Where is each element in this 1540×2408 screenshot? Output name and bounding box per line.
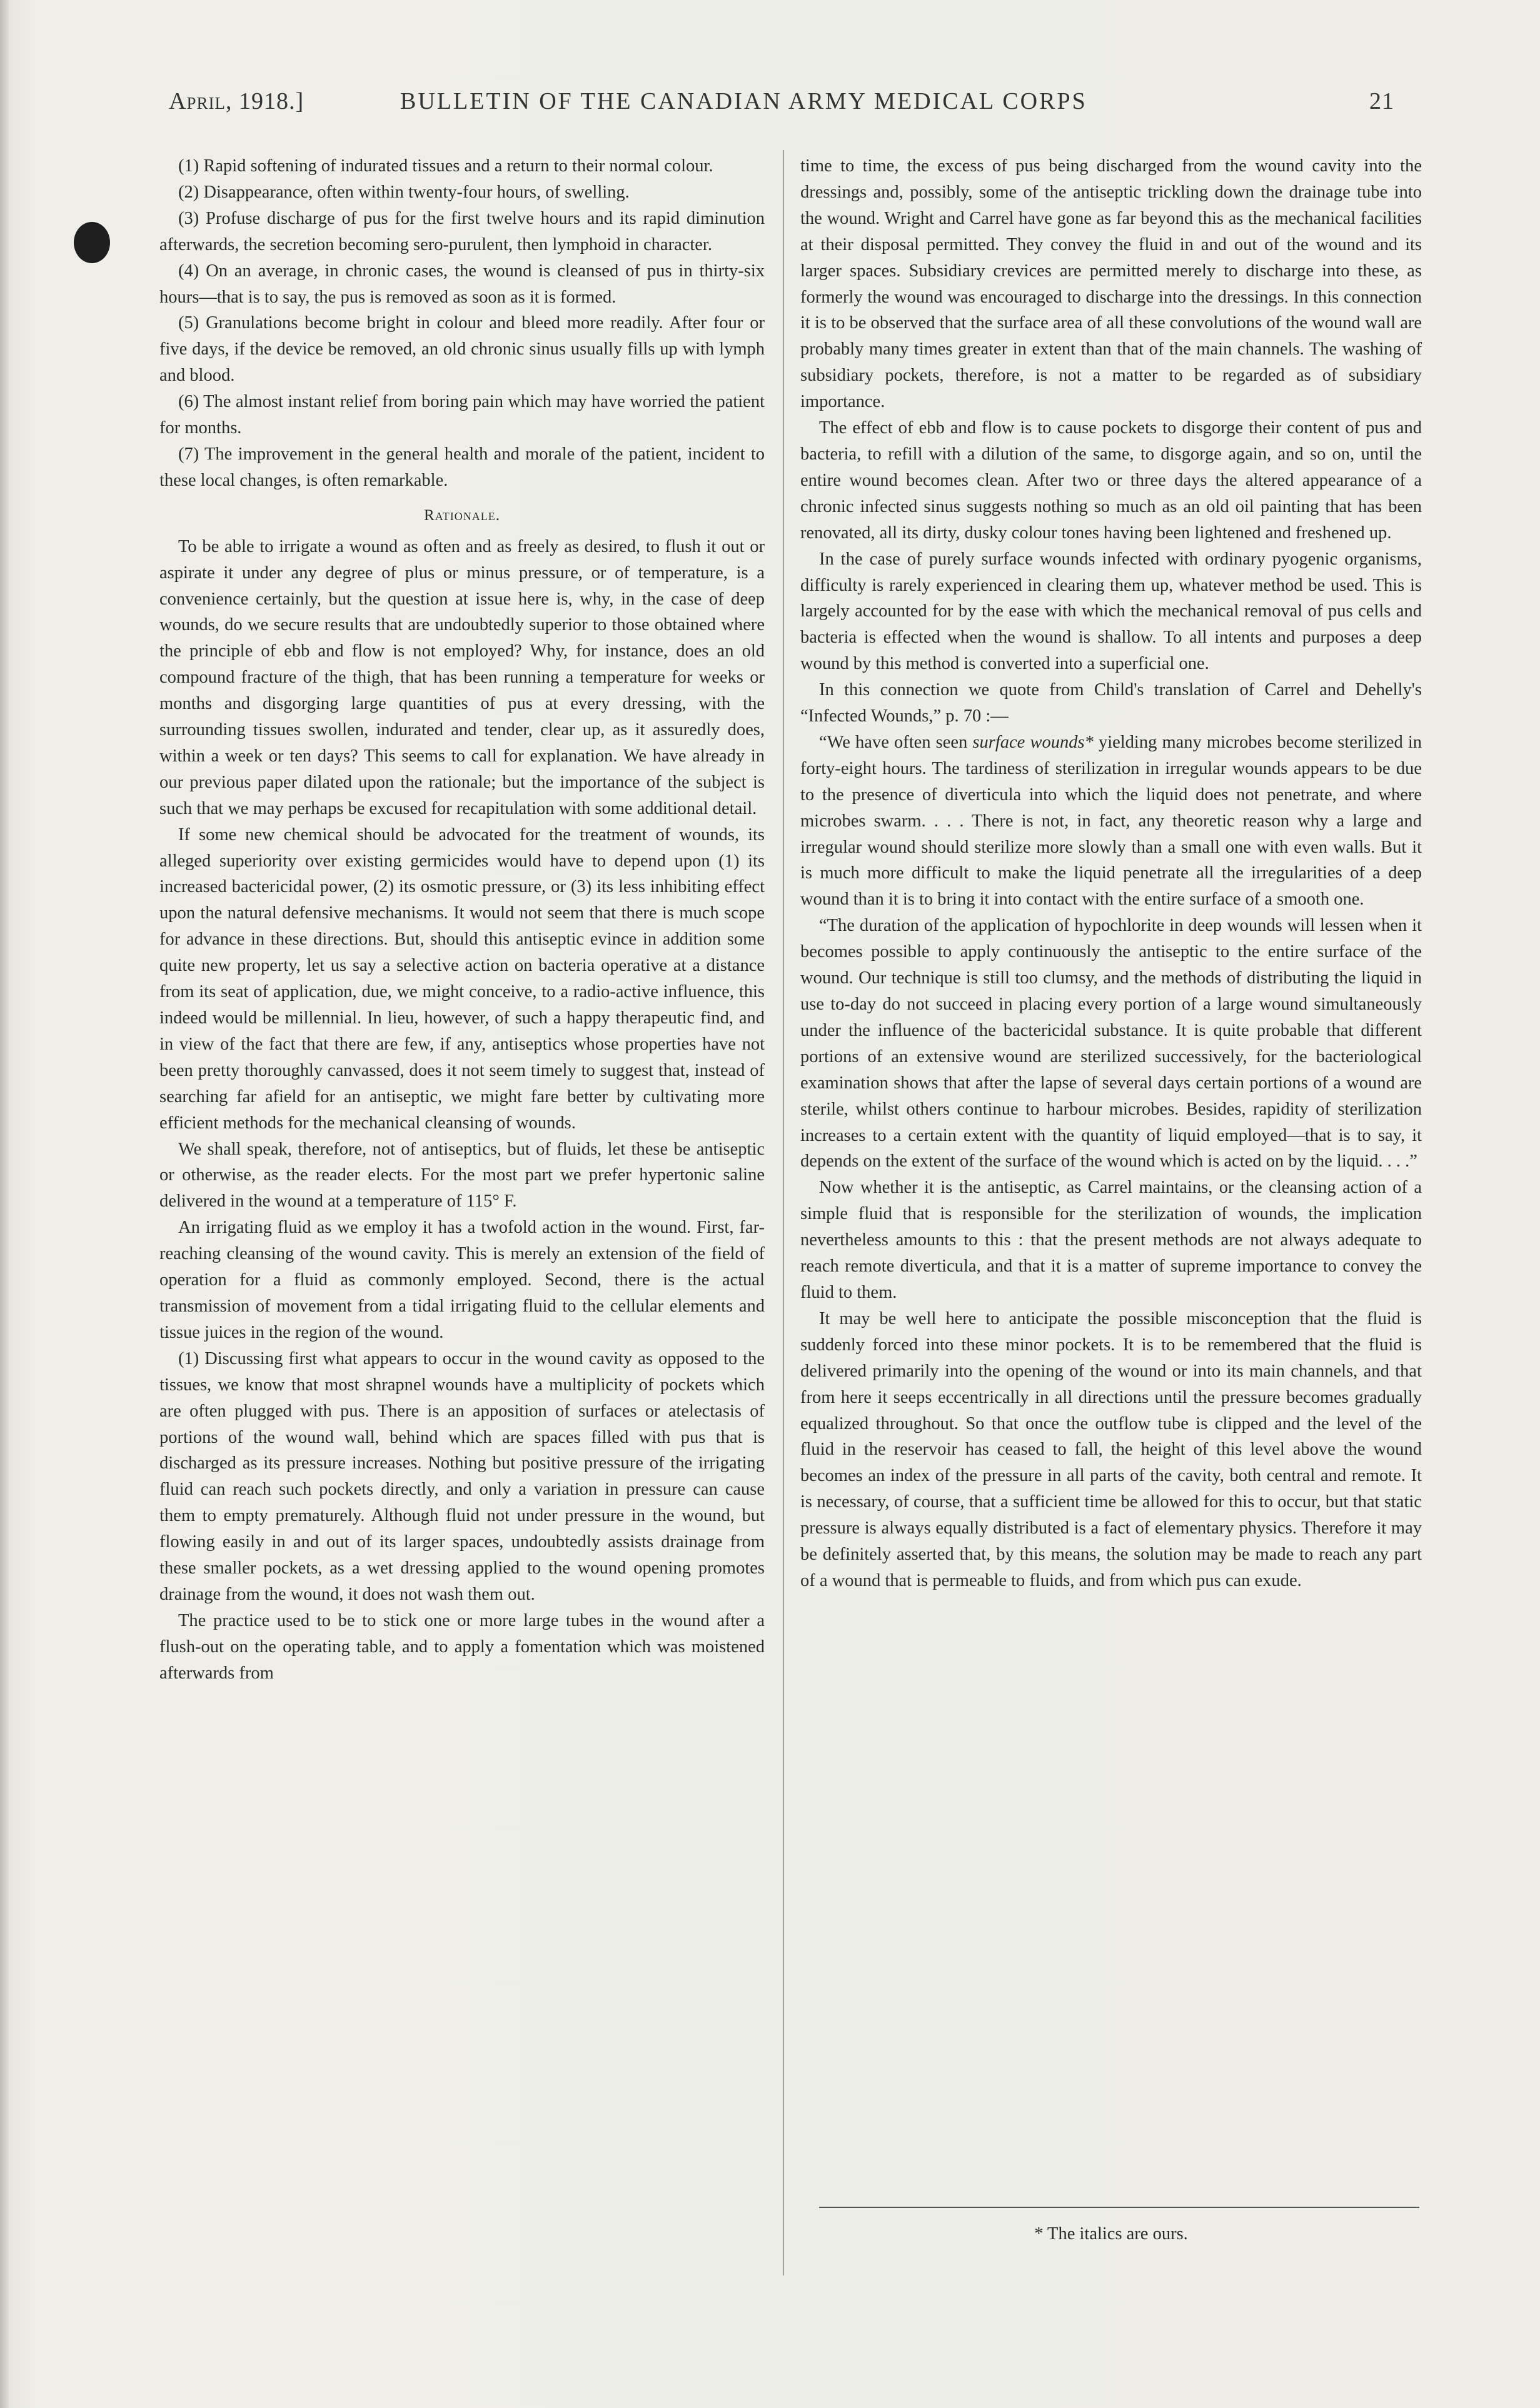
quote-italic-text: surface wounds* — [972, 732, 1094, 752]
body-paragraph: Now whether it is the antiseptic, as Carrel maintains, or the cleansing action of a simple fluid that is responsible for the sterilization of wounds, the implication nevertheless amounts to this : that the present methods are not always adequate to reach remote diverticula, and that it is a matter of supreme importance to convey the fluid to them. — [800, 1178, 1422, 1302]
body-paragraph: The practice used to be to stick one or more large tubes in the wound after a flush-out on the operating table, and to apply a fomentation which was moistened afterwards from — [159, 1610, 765, 1683]
right-column — [800, 153, 1422, 1594]
list-item: (7) The improvement in the general health and morale of the patient, incident to these local changes, is often remarkable. — [159, 444, 765, 490]
section-heading: Rationale. — [424, 506, 500, 524]
body-paragraph: In the case of purely surface wounds infected with ordinary pyogenic organisms, difficulty is rarely experienced in clearing them up, whatever method be used. This is largely accounted for by the ease with which the mechanical removal of pus cells and bacteria is effected when the wound is shallow. To all intents and purposes a deep wound by this method is converted into a superficial one. — [800, 549, 1422, 674]
quote-text: “We have often seen — [819, 732, 973, 752]
list-item: (1) Rapid softening of indurated tissues and a return to their normal colour. — [178, 156, 713, 176]
body-paragraph: In this connection we quote from Child's translation of Carrel and Dehelly's “Infected Wounds,” p. 70 :— — [800, 680, 1422, 726]
body-paragraph: The effect of ebb and flow is to cause pockets to disgorge their content of pus and bacteria, to refill with a dilution of the same, to disgorge again, and so on, until the entire wound becomes clean. After two or three days the altered appearance of a chronic infected sinus suggests nothing so much as an old oil painting that has been renovated, all its dirty, dusky colour tones having been lightened and freshened up. — [800, 418, 1422, 543]
body-paragraph: If some new chemical should be advocated for the treatment of wounds, its alleged superiority over existing germicides would have to depend upon (1) its increased bactericidal power, (2) its osmotic pressure, or (3) its less inhibiting effect upon the natural defensive mechanisms. It would not seem that there is much scope for advance in these directions. But, should this antiseptic evince in addition some quite new property, let us say a selective action on bacteria operative at a distance from its seat of application, due, we might conceive, to a radio-active influence, this indeed would be millennial. In lieu, however, of such a happy therapeutic find, and in view of the fact that there are few, if any, antiseptics whose properties have not been pretty thoroughly canvassed, does it not seem timely to suggest that, instead of searching far afield for an antiseptic, we might fare better by cultivating more efficient methods for the mechanical cleansing of wounds. — [159, 825, 765, 1133]
list-item: (3) Profuse discharge of pus for the first twelve hours and its rapid diminution afterwards, the secretion becoming sero-purulent, then lymphoid in character. — [159, 208, 765, 254]
body-paragraph: An irrigating fluid as we employ it has a twofold action in the wound. First, far-reaching cleansing of the wound cavity. This is merely an extension of the field of operation for a fluid as commonly employed. Second, there is the actual transmission of movement from a tidal irrigating fluid to the cellular elements and tissue juices in the region of the wound. — [159, 1218, 765, 1342]
header-date: April, 1918.] — [169, 88, 304, 114]
body-paragraph: time to time, the excess of pus being discharged from the wound cavity into the dressings and, possibly, some of the antiseptic trickling down the drainage tube into the wound. Wright and Carrel have gone as far beyond this as the mechanical facilities at their disposal permitted. They convey the fluid in and out of the wound and its larger spaces. Subsidiary crevices are permitted merely to discharge into these, as formerly the wound was encouraged to discharge into the dressings. In this connection it is to be observed that the surface area of all these convolutions of the wound wall are probably many times greater in extent than that of the main channels. The washing of subsidiary pockets, therefore, is not a matter to be regarded as of subsidiary importance. — [800, 156, 1422, 412]
list-item: (4) On an average, in chronic cases, the wound is cleansed of pus in thirty-six hours—that is to say, the pus is removed as soon as it is formed. — [159, 261, 765, 307]
list-item: (2) Disappearance, often within twenty-four hours, of swelling. — [178, 182, 630, 202]
body-paragraph: To be able to irrigate a wound as often and as freely as desired, to flush it out or aspirate it under any degree of plus or minus pressure, or of temperature, is a convenience certainly, but the question at issue here is, why, in the case of deep wounds, do we secure results that are undoubtedly superior to those obtained where the principle of ebb and flow is not employed? Why, for instance, does an old compound fracture of the thigh, that has been running a temperature for weeks or months and disgorging large quantities of pus at every dressing, with the surrounding tissues swollen, indurated and tender, clear up, as it assuredly does, within a week or ten days? This seems to call for explanation. We have already in our previous paper dilated upon the rationale; but the importance of the subject is such that we may perhaps be excused for recapitulation with some additional detail. — [159, 536, 765, 818]
body-paragraph: We shall speak, therefore, not of antiseptics, but of fluids, let these be antiseptic or otherwise, as the reader elects. For the most part we prefer hypertonic saline delivered in the wound at a temperature of 115° F. — [159, 1139, 765, 1212]
header-page-number: 21 — [1369, 88, 1394, 114]
page-fold-edge — [0, 0, 9, 2408]
body-paragraph: (1) Discussing first what appears to occur in the wound cavity as opposed to the tissues, we know that most shrapnel wounds have a multiplicity of pockets which are often plugged with pus. There is an apposition of surfaces or atelectasis of portions of the wound wall, behind which are spaces filled with pus that is discharged as its pressure increases. Nothing but positive pressure of the irrigating fluid can reach such pockets directly, and only a variation in pressure can cause them to empty prematurely. Although fluid not under pressure in the wound, but flowing easily in and out of its larger spaces, undoubtedly assists drainage from these smaller pockets, as a wet dressing applied to the wound opening promotes drainage from the wound, it does not wash them out. — [159, 1348, 765, 1604]
list-item: (6) The almost instant relief from boring pain which may have worried the patient for months. — [159, 392, 765, 438]
left-column — [159, 153, 765, 1687]
footnote-rule — [819, 2207, 1419, 2208]
list-item: (5) Granulations become bright in colour and bleed more readily. After four or five days, if the device be removed, an old chronic sinus usually fills up with lymph and blood. — [159, 313, 765, 386]
quote-text: yielding many microbes become sterilized in forty-eight hours. The tardiness of sterilization in irregular wounds appears to be due to the presence of diverticula into which the liquid does not penetrate, and where microbes swarm. . . . There is not, in fact, any theoretic reason why a large and irregular wound should sterilize more slowly than a small one with even walls. But it is much more difficult to make the liquid penetrate all the irregularities of a deep wound than it is to bring it into contact with the entire surface of a smooth one. — [800, 732, 1422, 910]
footnote: * The italics are ours. — [1034, 2224, 1188, 2244]
column-divider — [783, 150, 784, 2275]
punch-hole — [74, 222, 110, 263]
quote-paragraph: “The duration of the application of hypochlorite in deep wounds will lessen when it becomes possible to apply continuously the antiseptic to the entire surface of the wound. Our technique is still too clumsy, and the methods of distributing the liquid in use to-day do not succeed in placing every portion of a large wound simultaneously under the influence of the bactericidal substance. It is quite probable that different portions of an extensive wound are sterilized successively, for the bacteriological examination shows that after the lapse of several days certain portions of a wound are sterile, whilst others continue to harbour microbes. Besides, rapidity of sterilization increases to a certain extent with the quantity of liquid employed—that is to say, it depends on the extent of the surface of the wound which is acted on by the liquid. . . .” — [800, 916, 1422, 1171]
running-header — [169, 88, 1394, 125]
quote-paragraph — [800, 730, 1422, 913]
body-paragraph: It may be well here to anticipate the possible misconception that the fluid is suddenly forced into these minor pockets. It is to be remembered that the fluid is delivered primarily into the opening of the wound or into its main channels, and that from here it seeps eccentrically in all directions until the pressure becomes gradually equalized throughout. So that once the outflow tube is clipped and the level of the fluid in the reservoir has ceased to fall, the height of this level above the wound becomes an index of the pressure in all parts of the cavity, both central and remote. It is necessary, of course, that a sufficient time be allowed for this to occur, but that static pressure is always equally distributed is a fact of elementary physics. Therefore it may be definitely asserted that, by this means, the solution may be made to reach any part of a wound that is permeable to fluids, and from which pus can exude. — [800, 1308, 1422, 1590]
header-title: BULLETIN OF THE CANADIAN ARMY MEDICAL CORPS — [400, 88, 1087, 114]
